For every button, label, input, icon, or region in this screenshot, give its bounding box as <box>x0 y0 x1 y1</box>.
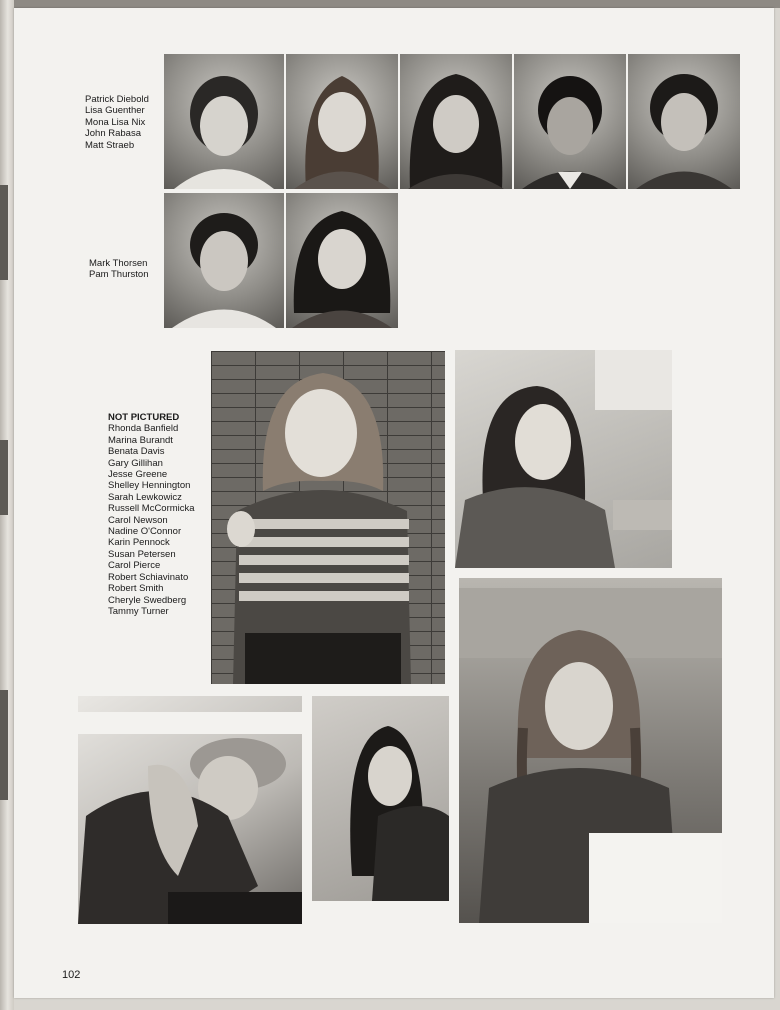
portrait-photo <box>514 54 626 189</box>
portrait-photo <box>164 54 284 189</box>
book-spine <box>0 0 14 1010</box>
not-pictured-name: Shelley Hennington <box>108 480 191 492</box>
portrait-name: Patrick Diebold <box>85 94 149 105</box>
not-pictured-name: Robert Schiavinato <box>108 571 189 583</box>
not-pictured-name: Cheryle Swedberg <box>108 594 187 606</box>
portrait-photo <box>628 54 740 189</box>
candid-photo-brick-wall <box>211 351 445 684</box>
not-pictured-heading: NOT PICTURED <box>108 412 180 423</box>
not-pictured-name: Susan Petersen <box>108 548 176 560</box>
not-pictured-name: Marina Burandt <box>108 434 173 446</box>
not-pictured-name: Gary Gillihan <box>108 457 163 469</box>
not-pictured-name: Benata Davis <box>108 446 165 458</box>
portrait-photo <box>286 193 398 328</box>
portrait-name: Mona Lisa Nix <box>85 116 146 128</box>
portrait-name: Pam Thurston <box>89 269 149 281</box>
not-pictured-name: Robert Smith <box>108 583 164 595</box>
not-pictured-name: Nadine O'Connor <box>108 526 182 538</box>
book-top-edge <box>0 0 780 8</box>
not-pictured-name: Russell McCormicka <box>108 503 195 515</box>
not-pictured-name: Carol Newson <box>108 514 168 526</box>
page-number: 102 <box>62 969 81 981</box>
candid-photo-jersey-girl <box>312 696 449 901</box>
not-pictured-list <box>108 412 195 617</box>
portrait-photo <box>400 54 512 189</box>
portrait-photo <box>164 193 284 328</box>
not-pictured-name: Rhonda Banfield <box>108 423 179 435</box>
portrait-name: Matt Straeb <box>85 139 135 151</box>
candid-photo-braids-girl <box>459 578 722 923</box>
portrait-names-row2 <box>89 258 149 281</box>
portrait-name: John Rabasa <box>85 128 141 140</box>
candid-photo-laughing-girl <box>455 350 672 568</box>
candid-photo-student-writing <box>78 696 302 924</box>
portrait-photo <box>286 54 398 189</box>
not-pictured-name: Tammy Turner <box>108 605 169 617</box>
not-pictured-name: Sarah Lewkowicz <box>108 491 182 503</box>
portrait-names-row1 <box>85 94 149 151</box>
not-pictured-name: Carol Pierce <box>108 560 161 572</box>
not-pictured-name: Karin Pennock <box>108 537 170 549</box>
portrait-name: Mark Thorsen <box>89 258 148 269</box>
portrait-name: Lisa Guenther <box>85 105 145 117</box>
yearbook-page <box>14 8 774 998</box>
not-pictured-name: Jesse Greene <box>108 469 168 481</box>
